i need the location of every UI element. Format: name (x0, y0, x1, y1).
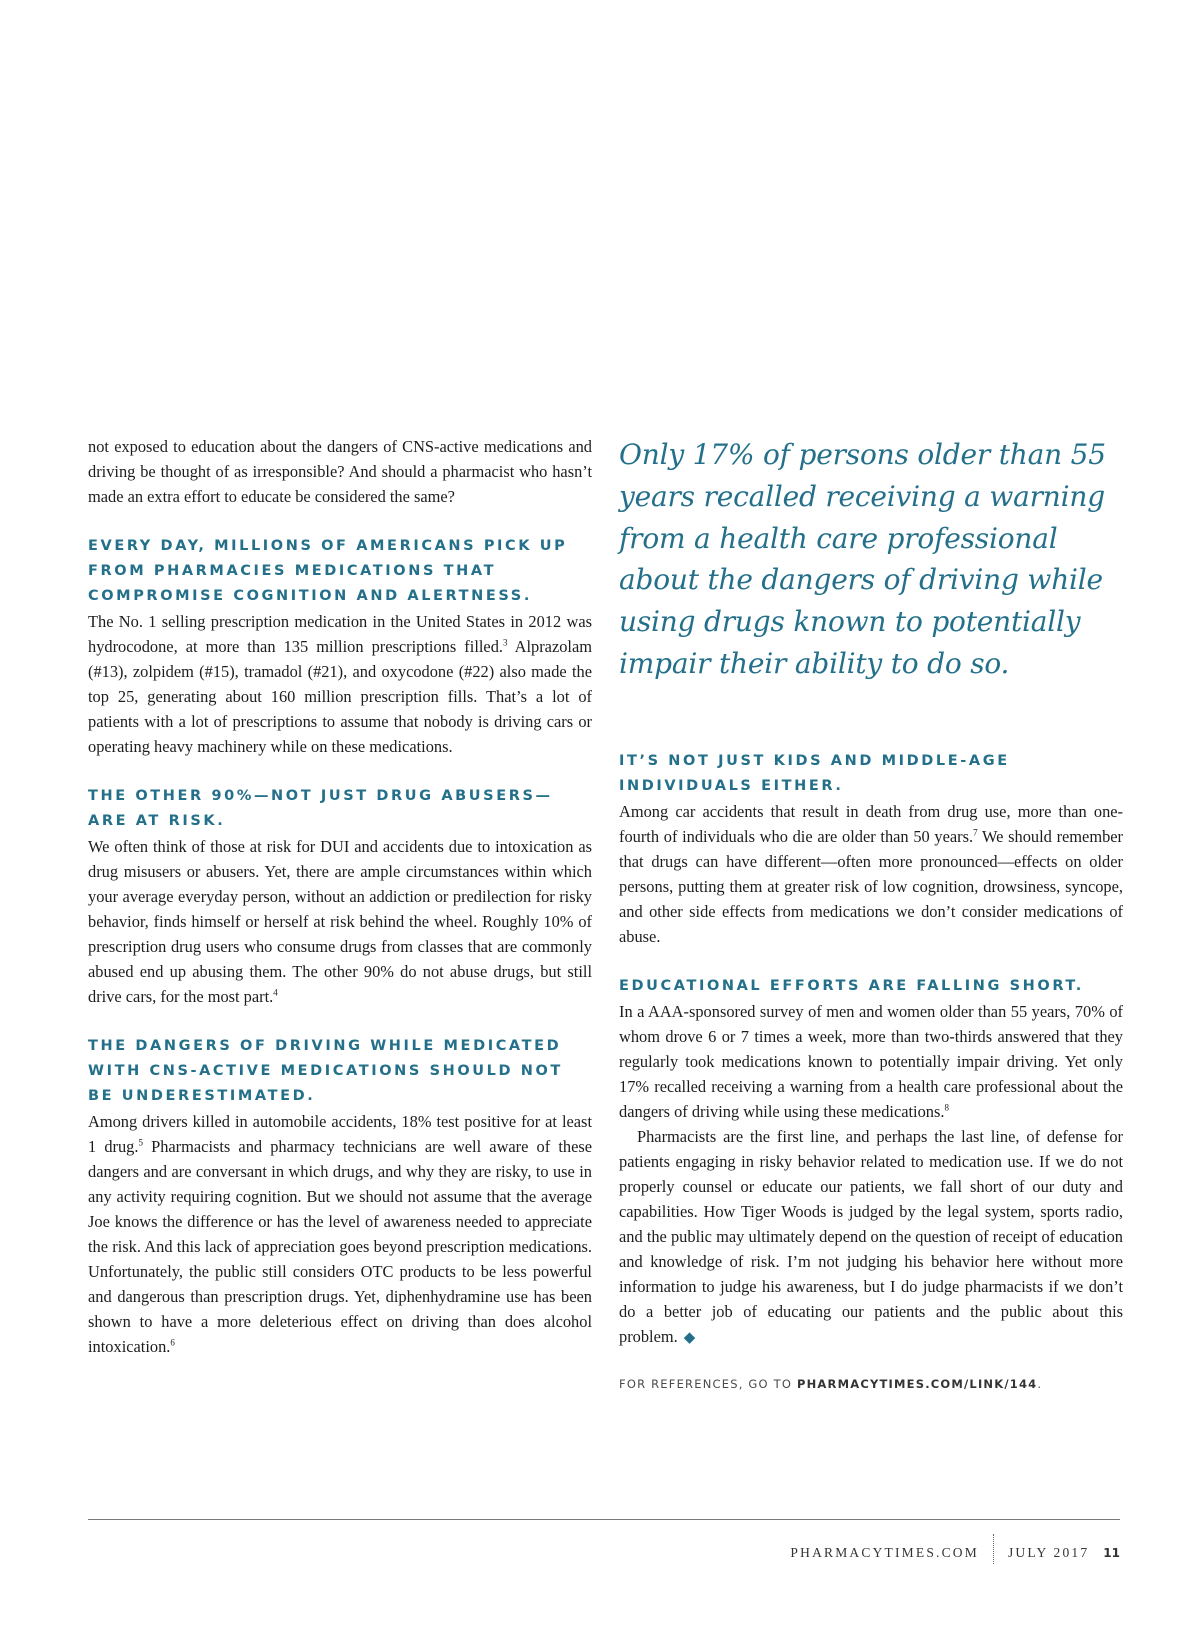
paragraph-text: Among drivers killed in automobile accidents, 18% test positive for at least 1 drug. (88, 1112, 592, 1156)
page-footer (790, 1538, 1120, 1568)
footnote-ref: 4 (273, 987, 278, 998)
paragraph (619, 799, 1123, 949)
references-note (619, 1377, 1123, 1391)
paragraph (88, 434, 592, 509)
paragraph (88, 609, 592, 759)
footnote-ref: 3 (503, 637, 508, 648)
footer-site: PHARMACYTIMES.COM (790, 1545, 979, 1560)
section-heading: THE DANGERS OF DRIVING WHILE MEDICATED WITH CNS-ACTIVE MEDICATIONS SHOULD NOT BE UNDERESTIMATED. (88, 1038, 563, 1104)
footnote-ref: 5 (138, 1137, 143, 1148)
paragraph-text: Alprazolam (#13), zolpidem (#15), tramadol (#21), and oxycodone (#22) also made the top 25, generating about 160 million prescription fills. That’s a lot of patients with a lot of prescriptions to assume that nobody is driving cars or operating heavy machinery while on these medications. (88, 637, 593, 756)
paragraph-text: We should remember that drugs can have different—often more pronounced—effects on older persons, putting them at greater risk of low cognition, drowsiness, syncope, and other side effects from medications we don’t consider medications of abuse. (619, 826, 1123, 946)
footer-issue: JULY 2017 (1007, 1545, 1090, 1560)
paragraph (619, 1124, 1123, 1351)
paragraph (88, 1109, 592, 1359)
references-text: FOR REFERENCES, GO TO (619, 1376, 797, 1391)
paragraph-text: Pharmacists and pharmacy technicians are well aware of these dangers and are conversant in which drugs, and why they are risky, to use in any activity requiring cognition. But we should not assume that the average Joe knows the difference or has the level of awareness needed to appreciate the risk. And this lack of appreciation goes beyond prescription medications. Unfortunately, the public still considers OTC products to be less powerful and dangerous than prescription drugs. Yet, diphenhydramine use has been shown to have a more deleterious effect on driving than does alcohol intoxication. (88, 1137, 592, 1356)
paragraph (88, 834, 592, 1009)
paragraph-text: We often think of those at risk for DUI and accidents due to intoxication as drug misusers or abusers. Yet, there are ample circumstances within which your average everyday person, without an addiction or predilection for risky behavior, finds himself or herself at risk behind the wheel. Roughly 10% of prescription drug users who consume drugs from classes that are commonly abused end up abusing them. The other 90% do not abuse drugs, but still drive cars, for the most part. (88, 837, 592, 1006)
section-heading: EDUCATIONAL EFFORTS ARE FALLING SHORT. (619, 977, 1084, 994)
section-heading: EVERY DAY, MILLIONS OF AMERICANS PICK UP FROM PHARMACIES MEDICATIONS THAT COMPROMISE COGNITION AND ALERTNESS. (88, 538, 568, 604)
paragraph-text: Among car accidents that result in death from drug use, more than one-fourth of individuals who die are older than 50 years. (619, 801, 1123, 846)
paragraph-text: Pharmacists are the first line, and perhaps the last line, of defense for patients engaging in risky behavior related to medication use. If we do not properly counsel or educate our patients, we fall short of our duty and capabilities. How Tiger Woods is judged by the legal system, sports radio, and the public may ultimately depend on the question of receipt of education and knowledge of risk. I’m not judging his behavior here without more information to judge his awareness, but I do judge pharmacists if we don’t do a better job of educating our patients and the public about this problem. (619, 1126, 1123, 1346)
page-number: 11 (1103, 1546, 1120, 1560)
footnote-ref: 7 (973, 827, 978, 838)
footer-separator (993, 1534, 994, 1564)
pull-quote: Only 17% of persons older than 55 years recalled receiving a warning from a health care professional about the dangers of driving while using drugs known to potentially impair their ability to do so. (619, 438, 1106, 680)
end-mark-icon: ◆ (683, 1329, 696, 1346)
right-column (619, 434, 1123, 1391)
references-link[interactable]: PHARMACYTIMES.COM/LINK/144 (796, 1376, 1038, 1391)
paragraph-text: The No. 1 selling prescription medication in the United States in 2012 was hydrocodone, at more than 135 million prescriptions filled. (88, 612, 592, 656)
footnote-ref: 6 (170, 1337, 175, 1348)
paragraph (619, 999, 1123, 1124)
left-column (88, 434, 592, 1359)
references-suffix: . (1037, 1376, 1043, 1391)
footnote-ref: 8 (944, 1102, 949, 1113)
footer-rule (88, 1519, 1120, 1520)
section-heading: THE OTHER 90%—NOT JUST DRUG ABUSERS—ARE AT RISK. (88, 788, 553, 829)
paragraph-text: not exposed to education about the dangers of CNS-active medications and driving be thought of as irresponsible? And should a pharmacist who hasn’t made an extra effort to educate be considered the same? (88, 437, 592, 506)
paragraph-text: In a AAA-sponsored survey of men and women older than 55 years, 70% of whom drove 6 or 7 times a week, more than two-thirds answered that they regularly took medications known to potentially impair driving. Yet only 17% recalled receiving a warning from a health care professional about the dangers of driving while using these medications. (619, 1001, 1123, 1121)
section-heading: IT’S NOT JUST KIDS AND MIDDLE-AGE INDIVIDUALS EITHER. (619, 752, 1010, 794)
